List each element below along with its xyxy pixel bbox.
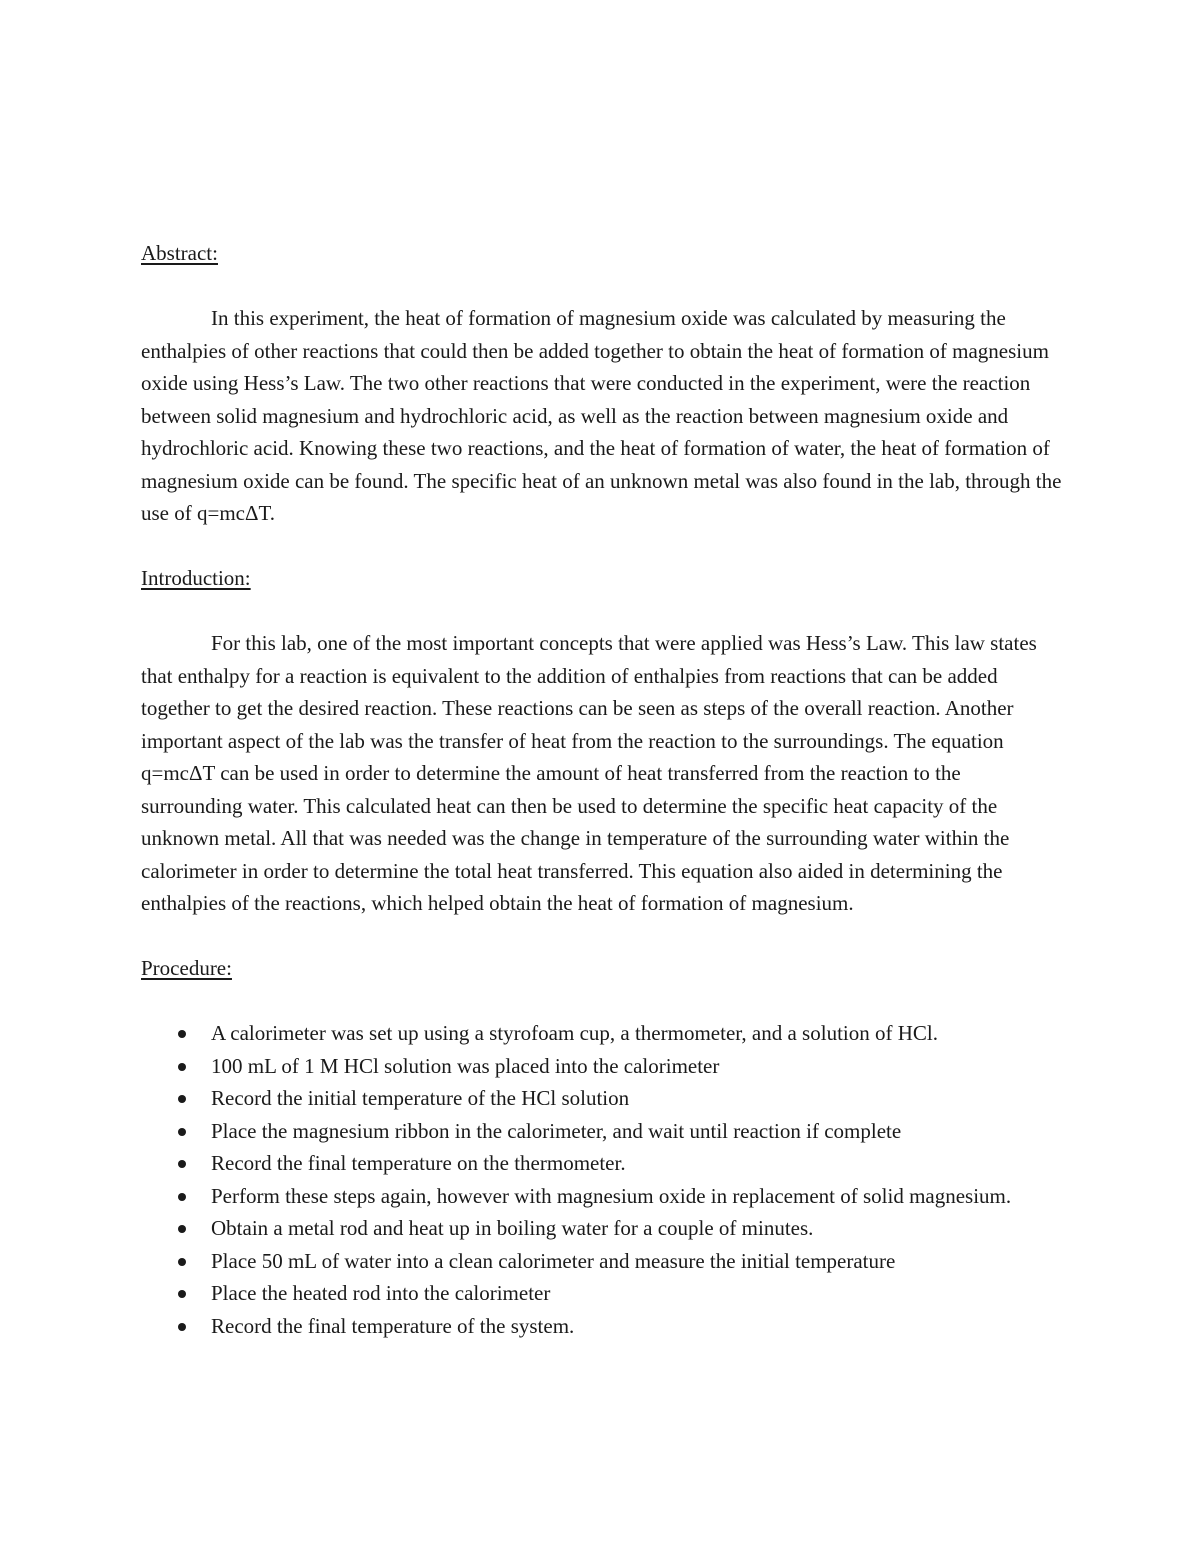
bullet-icon bbox=[178, 1095, 186, 1103]
spacer bbox=[141, 985, 1066, 1018]
bullet-icon bbox=[178, 1323, 186, 1331]
procedure-step bbox=[141, 1115, 1066, 1148]
procedure-step-text: Record the initial temperature of the HCl solution bbox=[211, 1086, 630, 1110]
abstract-heading: Abstract: bbox=[141, 241, 218, 265]
spacer bbox=[141, 920, 1066, 953]
bullet-icon bbox=[178, 1258, 186, 1266]
procedure-step bbox=[141, 1147, 1066, 1180]
spacer bbox=[141, 595, 1066, 628]
procedure-step-text: Place the magnesium ribbon in the calorimeter, and wait until reaction if complete bbox=[211, 1118, 902, 1143]
introduction-heading: Introduction: bbox=[141, 566, 251, 590]
bullet-icon bbox=[178, 1290, 186, 1298]
bullet-icon bbox=[178, 1128, 186, 1136]
procedure-step bbox=[141, 1277, 1066, 1310]
spacer bbox=[141, 270, 1066, 303]
procedure-step-text: Record the final temperature of the system. bbox=[211, 1313, 575, 1338]
procedure-step-text: Place the heated rod into the calorimeter bbox=[211, 1281, 551, 1305]
procedure-step bbox=[141, 1082, 1066, 1115]
bullet-icon bbox=[178, 1030, 186, 1038]
procedure-step-text: Obtain a metal rod and heat up in boiling water for a couple of minutes. bbox=[211, 1216, 814, 1240]
procedure-list bbox=[141, 1017, 1066, 1342]
bullet-icon bbox=[178, 1160, 186, 1168]
procedure-step bbox=[141, 1180, 1066, 1213]
procedure-step bbox=[141, 1245, 1066, 1278]
procedure-step-text: Place 50 mL of water into a clean calorimeter and measure the initial temperature bbox=[211, 1248, 896, 1273]
procedure-step bbox=[141, 1310, 1066, 1343]
procedure-step bbox=[141, 1017, 1066, 1050]
introduction-paragraph: For this lab, one of the most important concepts that were applied was Hess’s Law. This law states that enthalpy for a reaction is equivalent to the addition of enthalpies from reactions that can be added together to get the desired reaction. These reactions can be seen as steps of the overall reaction. Another important aspect of the lab was the transfer of heat from the reaction to the surroundings. The equation q=mcΔT can be used in order to determine the amount of heat transferred from the reaction to the surrounding water. This calculated heat can then be used to determine the specific heat capacity of the unknown metal. All that was needed was the change in temperature of the surrounding water within the calorimeter in order to determine the total heat transferred. This equation also aided in determining the enthalpies of the reactions, which helped obtain the heat of formation of magnesium. bbox=[141, 631, 1037, 915]
procedure-step-text: Perform these steps again, however with magnesium oxide in replacement of solid magnesium. bbox=[211, 1183, 1012, 1208]
abstract-paragraph: In this experiment, the heat of formation of magnesium oxide was calculated by measuring the enthalpies of other reactions that could then be added together to obtain the heat of formation of magnesium oxide using Hess’s Law. The two other reactions that were conducted in the experiment, were the reaction between solid magnesium and hydrochloric acid, as well as the reaction between magnesium oxide and hydrochloric acid. Knowing these two reactions, and the heat of formation of water, the heat of formation of magnesium oxide can be found. The specific heat of an unknown metal was also found in the lab, through the use of q=mcΔT. bbox=[141, 306, 1062, 525]
procedure-step-text: A calorimeter was set up using a styrofoam cup, a thermometer, and a solution of HCl. bbox=[211, 1021, 938, 1045]
procedure-step bbox=[141, 1212, 1066, 1245]
document-content bbox=[141, 237, 1066, 1342]
spacer bbox=[141, 530, 1066, 563]
bullet-icon bbox=[178, 1193, 186, 1201]
bullet-icon bbox=[178, 1225, 186, 1233]
procedure-step-text: Record the final temperature on the thermometer. bbox=[211, 1151, 626, 1175]
bullet-icon bbox=[178, 1063, 186, 1071]
procedure-step-text: 100 mL of 1 M HCl solution was placed into the calorimeter bbox=[211, 1053, 720, 1078]
procedure-heading: Procedure: bbox=[141, 956, 232, 980]
procedure-step bbox=[141, 1050, 1066, 1083]
